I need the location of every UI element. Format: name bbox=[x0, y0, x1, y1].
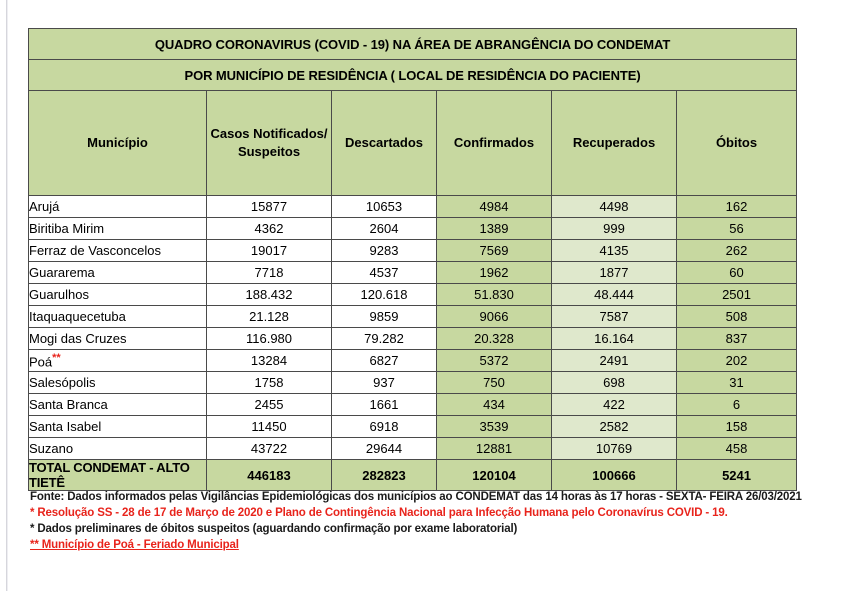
cell-confirmados: 20.328 bbox=[437, 328, 552, 350]
cell-casos-notificados: 19017 bbox=[207, 240, 332, 262]
cell-casos-notificados: 4362 bbox=[207, 218, 332, 240]
cell-casos-notificados: 43722 bbox=[207, 438, 332, 460]
column-header-descartados: Descartados bbox=[332, 91, 437, 196]
total-descartados: 282823 bbox=[332, 460, 437, 491]
table-row bbox=[29, 218, 797, 240]
cell-descartados: 29644 bbox=[332, 438, 437, 460]
cell-descartados: 1661 bbox=[332, 394, 437, 416]
cell-recuperados: 4498 bbox=[552, 196, 677, 218]
cell-confirmados: 434 bbox=[437, 394, 552, 416]
cell-casos-notificados: 2455 bbox=[207, 394, 332, 416]
page-left-edge-line-soft bbox=[7, 0, 8, 591]
municipio-name: Salesópolis bbox=[29, 375, 96, 390]
column-header-casos-notificados-line1: Casos Notificados/ bbox=[210, 126, 328, 142]
cell-recuperados: 7587 bbox=[552, 306, 677, 328]
cell-obitos: 56 bbox=[677, 218, 797, 240]
table-row bbox=[29, 262, 797, 284]
cell-casos-notificados: 7718 bbox=[207, 262, 332, 284]
cell-confirmados: 3539 bbox=[437, 416, 552, 438]
cell-obitos: 508 bbox=[677, 306, 797, 328]
report-title: QUADRO CORONAVIRUS (COVID - 19) NA ÁREA DE ABRANGÊNCIA DO CONDEMAT bbox=[29, 29, 797, 60]
cell-obitos: 2501 bbox=[677, 284, 797, 306]
municipio-name: Guarulhos bbox=[29, 287, 89, 302]
cell-municipio bbox=[29, 350, 207, 372]
covid-statistics-table bbox=[28, 28, 797, 491]
municipio-name: Arujá bbox=[29, 199, 60, 214]
footnote-resolucao: * Resolução SS - 28 de 17 de Março de 2020 e Plano de Contingência Nacional para Infecção Humana pelo Coronavírus COVID - 19. bbox=[30, 507, 728, 519]
cell-obitos: 458 bbox=[677, 438, 797, 460]
cell-recuperados: 4135 bbox=[552, 240, 677, 262]
cell-casos-notificados: 15877 bbox=[207, 196, 332, 218]
cell-obitos: 837 bbox=[677, 328, 797, 350]
cell-descartados: 937 bbox=[332, 372, 437, 394]
cell-descartados: 9283 bbox=[332, 240, 437, 262]
cell-obitos: 60 bbox=[677, 262, 797, 284]
cell-municipio bbox=[29, 328, 207, 350]
column-header-confirmados: Confirmados bbox=[437, 91, 552, 196]
cell-recuperados: 999 bbox=[552, 218, 677, 240]
cell-descartados: 120.618 bbox=[332, 284, 437, 306]
table-row bbox=[29, 196, 797, 218]
table-header-row bbox=[29, 91, 797, 196]
cell-municipio bbox=[29, 262, 207, 284]
table-row bbox=[29, 306, 797, 328]
cell-obitos: 6 bbox=[677, 394, 797, 416]
municipio-footnote-marker: ** bbox=[52, 351, 61, 364]
cell-obitos: 202 bbox=[677, 350, 797, 372]
cell-casos-notificados: 11450 bbox=[207, 416, 332, 438]
footnote-poa-feriado: ** Município de Poá - Feriado Municipal bbox=[30, 539, 239, 551]
cell-confirmados: 4984 bbox=[437, 196, 552, 218]
cell-municipio bbox=[29, 240, 207, 262]
column-header-casos-notificados-line2: Suspeitos bbox=[237, 144, 301, 159]
footnote-source: Fonte: Dados informados pelas Vigilâncias Epidemiológicas dos municípios ao CONDEMAT das 14 horas às 17 horas - SEXTA- FEIRA 26/03/2021 bbox=[30, 491, 802, 503]
municipio-name: Santa Branca bbox=[29, 397, 108, 412]
cell-casos-notificados: 116.980 bbox=[207, 328, 332, 350]
cell-confirmados: 750 bbox=[437, 372, 552, 394]
cell-municipio bbox=[29, 196, 207, 218]
column-header-casos-notificados bbox=[207, 91, 332, 196]
table-total-row bbox=[29, 460, 797, 491]
cell-confirmados: 5372 bbox=[437, 350, 552, 372]
table-row bbox=[29, 438, 797, 460]
cell-casos-notificados: 13284 bbox=[207, 350, 332, 372]
cell-municipio bbox=[29, 438, 207, 460]
cell-recuperados: 16.164 bbox=[552, 328, 677, 350]
cell-recuperados: 48.444 bbox=[552, 284, 677, 306]
cell-confirmados: 12881 bbox=[437, 438, 552, 460]
cell-municipio bbox=[29, 306, 207, 328]
cell-obitos: 162 bbox=[677, 196, 797, 218]
column-header-municipio: Município bbox=[29, 91, 207, 196]
cell-recuperados: 2491 bbox=[552, 350, 677, 372]
footnotes-block bbox=[30, 489, 820, 553]
municipio-name: Guararema bbox=[29, 265, 95, 280]
municipio-name: Itaquaquecetuba bbox=[29, 309, 126, 324]
cell-obitos: 158 bbox=[677, 416, 797, 438]
cell-descartados: 9859 bbox=[332, 306, 437, 328]
cell-municipio bbox=[29, 218, 207, 240]
title-row bbox=[29, 29, 797, 60]
cell-municipio bbox=[29, 416, 207, 438]
cell-descartados: 6918 bbox=[332, 416, 437, 438]
municipio-name: Biritiba Mirim bbox=[29, 221, 105, 236]
cell-municipio bbox=[29, 394, 207, 416]
table-row bbox=[29, 284, 797, 306]
cell-descartados: 79.282 bbox=[332, 328, 437, 350]
cell-municipio bbox=[29, 284, 207, 306]
cell-recuperados: 10769 bbox=[552, 438, 677, 460]
cell-descartados: 4537 bbox=[332, 262, 437, 284]
municipio-name: Ferraz de Vasconcelos bbox=[29, 243, 161, 258]
column-header-recuperados: Recuperados bbox=[552, 91, 677, 196]
municipio-name: Suzano bbox=[29, 441, 74, 456]
table-row bbox=[29, 240, 797, 262]
cell-descartados: 10653 bbox=[332, 196, 437, 218]
cell-municipio bbox=[29, 372, 207, 394]
municipio-name: Poá bbox=[29, 354, 53, 370]
cell-descartados: 2604 bbox=[332, 218, 437, 240]
table-row bbox=[29, 350, 797, 372]
cell-casos-notificados: 1758 bbox=[207, 372, 332, 394]
cell-confirmados: 9066 bbox=[437, 306, 552, 328]
subtitle-row bbox=[29, 60, 797, 91]
cell-confirmados: 1962 bbox=[437, 262, 552, 284]
cell-recuperados: 698 bbox=[552, 372, 677, 394]
column-header-obitos: Óbitos bbox=[677, 91, 797, 196]
table-row bbox=[29, 416, 797, 438]
cell-confirmados: 1389 bbox=[437, 218, 552, 240]
total-recuperados: 100666 bbox=[552, 460, 677, 491]
total-label: TOTAL CONDEMAT - ALTO TIETÊ bbox=[29, 460, 207, 491]
total-notificados: 446183 bbox=[207, 460, 332, 491]
table-row bbox=[29, 372, 797, 394]
cell-descartados: 6827 bbox=[332, 350, 437, 372]
total-obitos: 5241 bbox=[677, 460, 797, 491]
cell-confirmados: 7569 bbox=[437, 240, 552, 262]
cell-recuperados: 1877 bbox=[552, 262, 677, 284]
municipio-name: Mogi das Cruzes bbox=[29, 331, 127, 346]
cell-recuperados: 422 bbox=[552, 394, 677, 416]
cell-casos-notificados: 188.432 bbox=[207, 284, 332, 306]
total-confirmados: 120104 bbox=[437, 460, 552, 491]
cell-confirmados: 51.830 bbox=[437, 284, 552, 306]
cell-obitos: 262 bbox=[677, 240, 797, 262]
report-subtitle: POR MUNICÍPIO DE RESIDÊNCIA ( LOCAL DE RESIDÊNCIA DO PACIENTE) bbox=[29, 60, 797, 91]
cell-casos-notificados: 21.128 bbox=[207, 306, 332, 328]
cell-obitos: 31 bbox=[677, 372, 797, 394]
footnote-obitos-preliminares: * Dados preliminares de óbitos suspeitos (aguardando confirmação por exame laboratorial) bbox=[30, 523, 518, 535]
covid-report-sheet bbox=[28, 28, 796, 491]
table-row bbox=[29, 394, 797, 416]
table-row bbox=[29, 328, 797, 350]
cell-recuperados: 2582 bbox=[552, 416, 677, 438]
municipio-name: Santa Isabel bbox=[29, 419, 102, 434]
